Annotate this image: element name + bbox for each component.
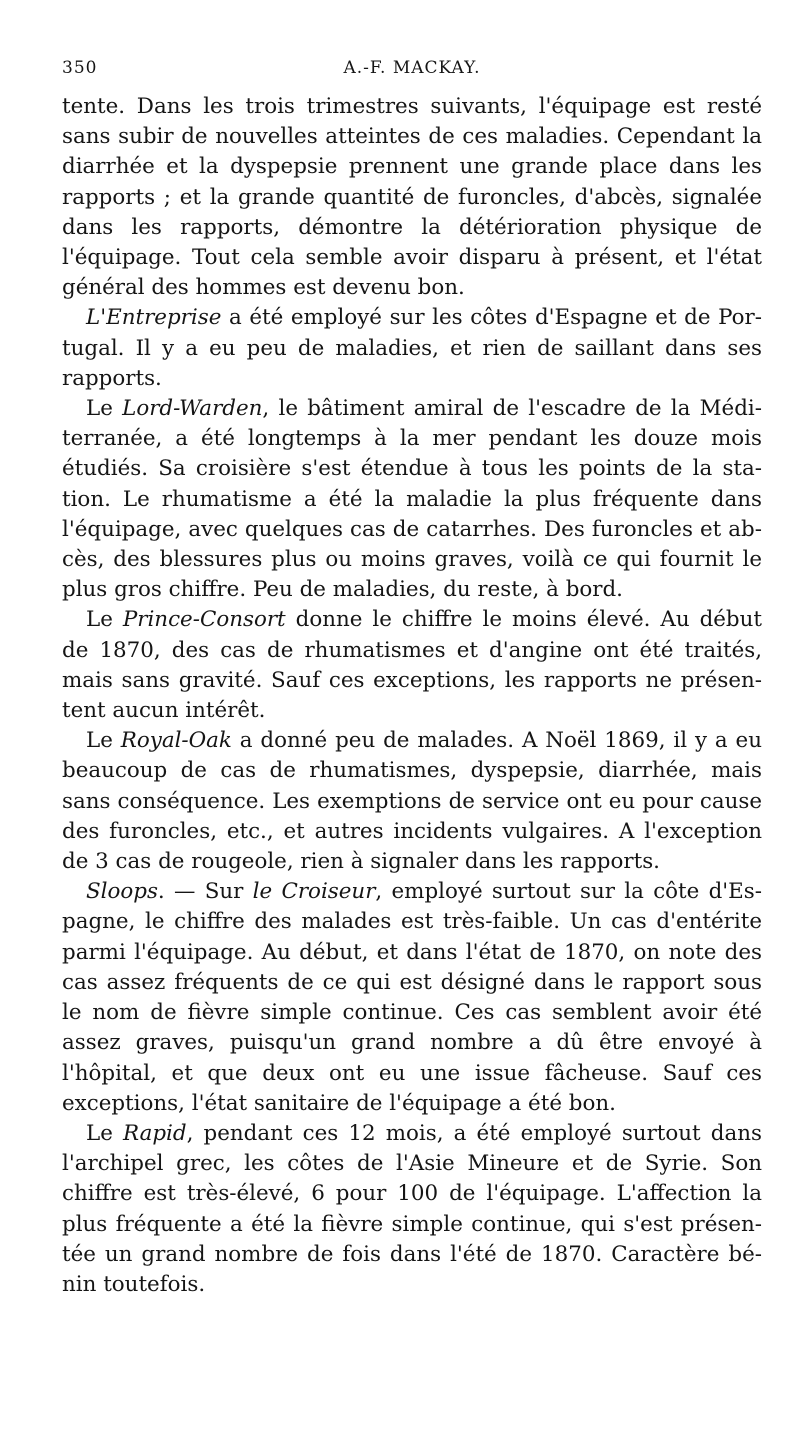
text-run: tente. Dans les trois trimestres suivants, l'équipage est resté sans subir de nouvelles atteintes de ces maladies. Cependant la diarrhée et la dyspepsie prennent une grande place dans les rapports ; et la grande quantité de furoncles, d'abcès, signalée dans les rapports, démontre la détérioration physique de l'équipage. Tout cela semble avoir disparu à présent, et l'état général des hommes est devenu bon.: [62, 94, 762, 301]
italic-run: Sloops: [86, 879, 158, 905]
paragraph: [62, 726, 762, 877]
paragraph: [62, 605, 762, 726]
text-run: donne le chiffre le moins élevé. Au début de 1870, des cas de rhumatismes et d'angine ont été traités, mais sans gravité. Sauf ces exceptions, les rapports ne présentent aucun intérêt.: [62, 607, 762, 724]
italic-run: le Croiseur: [252, 879, 376, 905]
paragraph: [62, 303, 762, 394]
italic-run: Prince-Consort: [122, 607, 286, 633]
body-text: [62, 92, 762, 1300]
text-run: Le: [86, 728, 121, 754]
italic-run: Rapid: [123, 1120, 187, 1146]
page-number: 350: [62, 58, 98, 78]
running-title: A.-F. MACKAY.: [343, 58, 481, 78]
text-run: . — Sur: [157, 879, 253, 905]
text-run: Le: [86, 607, 123, 633]
book-page: [62, 58, 762, 1300]
paragraph: [62, 394, 762, 605]
running-head: [62, 58, 762, 86]
text-run: a été employé sur les côtes d'Espagne et de Portugal. Il y a eu peu de maladies, et rien de saillant dans ses rapports.: [62, 305, 762, 391]
paragraph: [62, 92, 762, 303]
paragraph: [62, 877, 762, 1119]
text-run: , employé surtout sur la côte d'Espagne, le chiffre des malades est très-faible. Un cas d'entérite parmi l'équipage. Au début, et dans l'état de 1870, on note des cas assez fréquents de ce qui est désigné dans le rapport sous le nom de fièvre simple continue. Ces cas semblent avoir été assez graves, puisqu'un grand nombre a dû être envoyé à l'hôpital, et que deux ont eu une issue fâcheuse. Sauf ces exceptions, l'état sanitaire de l'équipage a été bon.: [62, 879, 763, 1116]
paragraph: [62, 1119, 762, 1300]
text-run: Le: [86, 396, 123, 422]
italic-run: Lord-Warden: [122, 396, 263, 422]
text-run: Le: [86, 1120, 124, 1146]
italic-run: L'Entreprise: [86, 305, 222, 331]
text-run: , le bâtiment amiral de l'escadre de la Méditerranée, a été longtemps à la mer pendant les douze mois étudiés. Sa croisière s'est étendue à tous les points de la station. Le rhumatisme a été la maladie la plus fréquente dans l'équipage, avec quelques cas de catarrhes. Des furoncles et abcès, des blessures plus ou moins graves, voilà ce qui fournit le plus gros chiffre. Peu de maladies, du reste, à bord.: [62, 396, 762, 603]
text-run: , pendant ces 12 mois, a été employé surtout dans l'archipel grec, les côtes de l'Asie Mineure et de Syrie. Son chiffre est très-élevé, 6 pour 100 de l'équipage. L'affection la plus fréquente a été la fièvre simple continue, qui s'est présentée un grand nombre de fois dans l'été de 1870. Caractère bénin toutefois.: [62, 1120, 762, 1297]
italic-run: Royal-Oak: [120, 728, 232, 754]
text-run: a donné peu de malades. A Noël 1869, il y a eu beaucoup de cas de rhumatismes, dyspepsie, diarrhée, mais sans conséquence. Les exemptions de service ont eu pour cause des furoncles, etc., et autres incidents vulgaires. A l'exception de 3 cas de rougeole, rien à signaler dans les rapports.: [62, 728, 762, 875]
